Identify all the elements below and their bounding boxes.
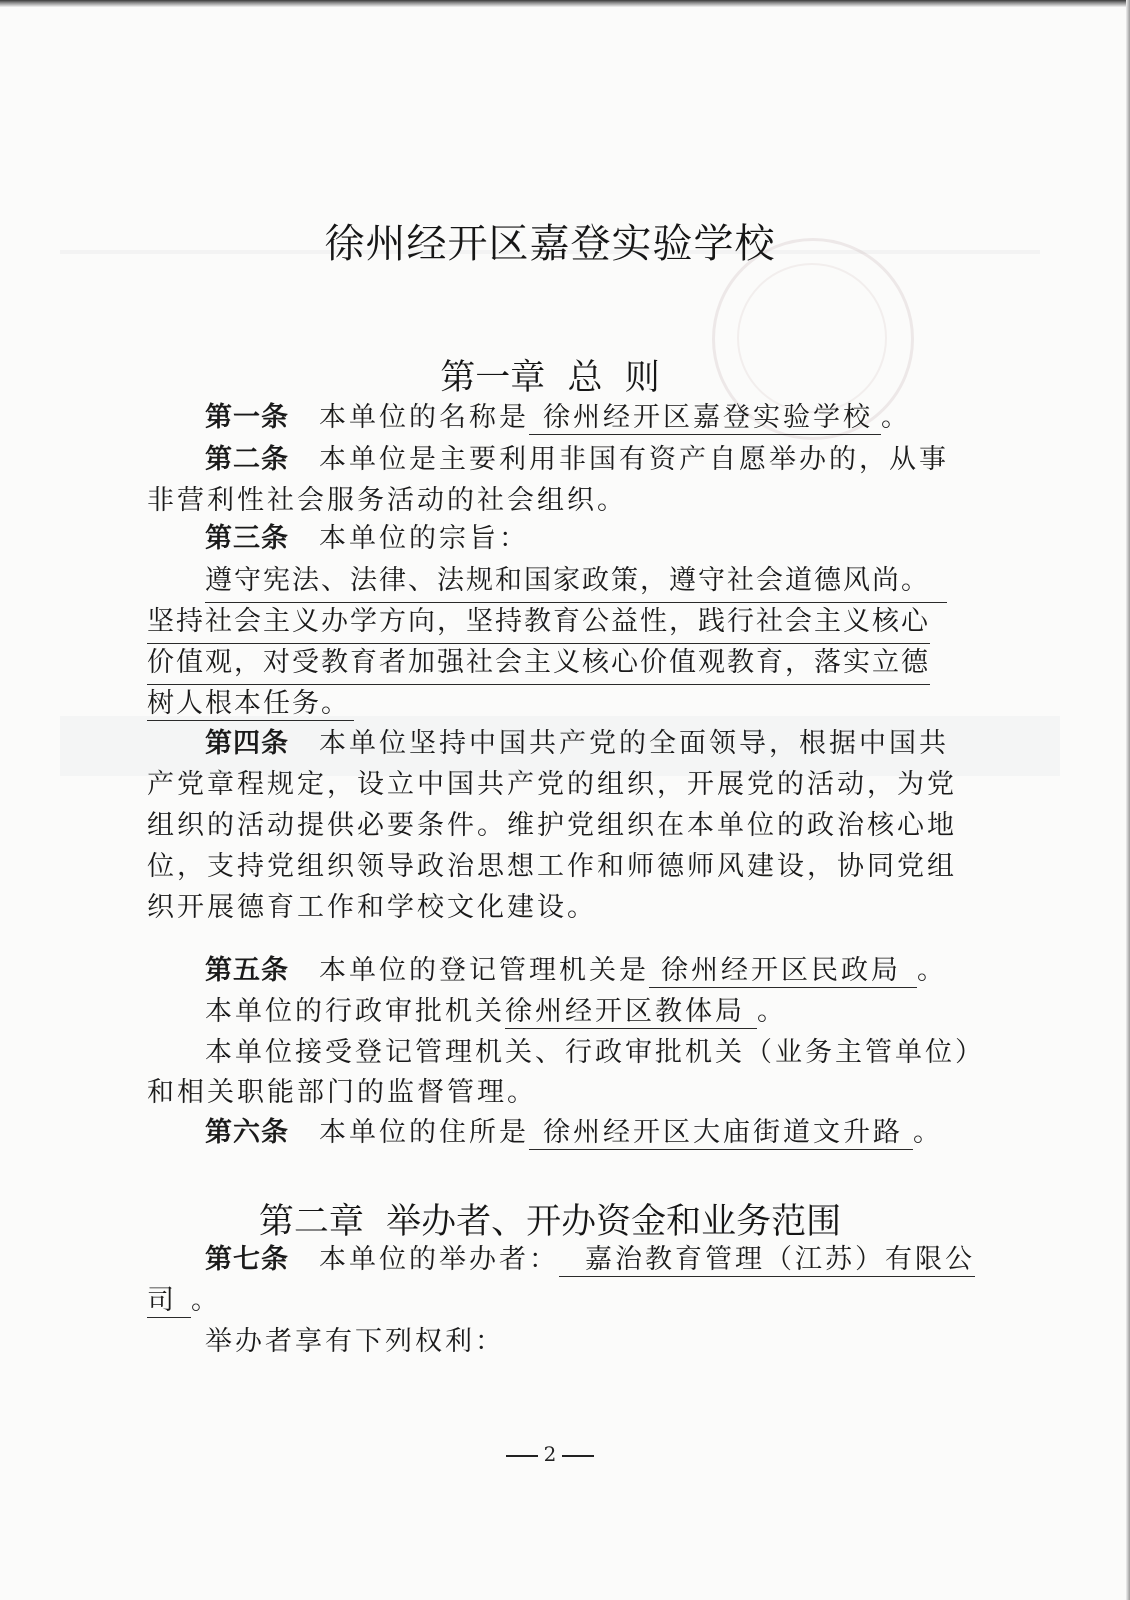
article-label: 第七条 — [205, 1244, 289, 1275]
article-text: 非营利性社会服务活动的社会组织。 — [147, 485, 627, 516]
article-label: 第一条 — [205, 402, 289, 433]
article-text: 本单位坚持中国共产党的全面领导，根据中国共 — [319, 728, 949, 759]
purpose-line — [147, 602, 930, 644]
approval-authority-field: 徐州经开区教体局 — [505, 996, 757, 1029]
article-7-cont — [147, 1281, 221, 1321]
article-2 — [205, 440, 949, 480]
article-label: 第六条 — [205, 1117, 289, 1148]
purpose-line — [205, 561, 947, 603]
article-1 — [205, 398, 911, 438]
article-text: 织开展德育工作和学校文化建设。 — [147, 892, 597, 923]
registration-authority-field: 徐州经开区民政局 — [649, 955, 917, 988]
article-text: 组织的活动提供必要条件。维护党组织在本单位的政治核心地 — [147, 810, 957, 841]
purpose-text: 坚持社会主义办学方向，坚持教育公益性，践行社会主义核心 — [147, 602, 930, 644]
scan-right-edge — [1126, 0, 1130, 1600]
purpose-text: 树人根本任务。 — [147, 688, 354, 721]
article-text: 产党章程规定，设立中国共产党的组织，开展党的活动，为党 — [147, 769, 957, 800]
school-name-field: 徐州经开区嘉登实验学校 — [529, 402, 881, 435]
punctuation: 。 — [191, 1285, 221, 1316]
article-label: 第四条 — [205, 728, 289, 759]
page-number: 2 — [543, 1442, 557, 1466]
punctuation: 。 — [917, 955, 947, 986]
article-text: 本单位的登记管理机关是 — [319, 955, 649, 986]
approval-authority — [205, 992, 787, 1032]
article-6 — [205, 1113, 943, 1153]
article-4 — [205, 724, 949, 764]
chapter-heading: 第二章 举办者、开办资金和业务范围 — [258, 1202, 842, 1242]
punctuation: 。 — [913, 1117, 943, 1148]
purpose-line — [147, 684, 354, 724]
article-text: 举办者享有下列权利： — [205, 1326, 505, 1357]
article-text: 本单位是主要利用非国有资产自愿举办的，从事 — [319, 444, 949, 475]
article-7 — [205, 1240, 975, 1280]
purpose-text: 遵守宪法、法律、法规和国家政策，遵守社会道德风尚。 — [205, 561, 947, 603]
purpose-line — [147, 643, 930, 685]
article-text: 本单位的宗旨： — [319, 523, 529, 554]
article-5 — [205, 951, 947, 991]
sponsor-field: 司 — [147, 1285, 191, 1318]
article-label: 第五条 — [205, 955, 289, 986]
address-field: 徐州经开区大庙街道文升路 — [529, 1117, 913, 1150]
document-title: 徐州经开区嘉登实验学校 — [324, 221, 776, 267]
article-text: 本单位接受登记管理机关、行政审批机关（业务主管单位） — [205, 1037, 985, 1068]
article-label: 第三条 — [205, 523, 289, 554]
article-label: 第二条 — [205, 444, 289, 475]
purpose-text: 价值观，对受教育者加强社会主义核心价值观教育，落实立德 — [147, 643, 930, 685]
sponsor-field: 嘉治教育管理（江苏）有限公 — [559, 1244, 975, 1277]
punctuation: 。 — [881, 402, 911, 433]
article-3 — [205, 519, 529, 559]
article-text: 本单位的名称是 — [319, 402, 529, 433]
punctuation: 。 — [757, 996, 787, 1027]
scan-top-edge — [0, 0, 1130, 7]
article-text: 位，支持党组织领导政治思想工作和师德师风建设，协同党组 — [147, 851, 957, 882]
page-footer — [0, 1442, 1100, 1466]
chapter-heading: 第一章 总 则 — [440, 358, 660, 398]
article-text: 本单位的行政审批机关 — [205, 996, 505, 1027]
article-text: 本单位的住所是 — [319, 1117, 529, 1148]
article-text: 和相关职能部门的监督管理。 — [147, 1077, 537, 1108]
article-text: 本单位的举办者： — [319, 1244, 559, 1275]
